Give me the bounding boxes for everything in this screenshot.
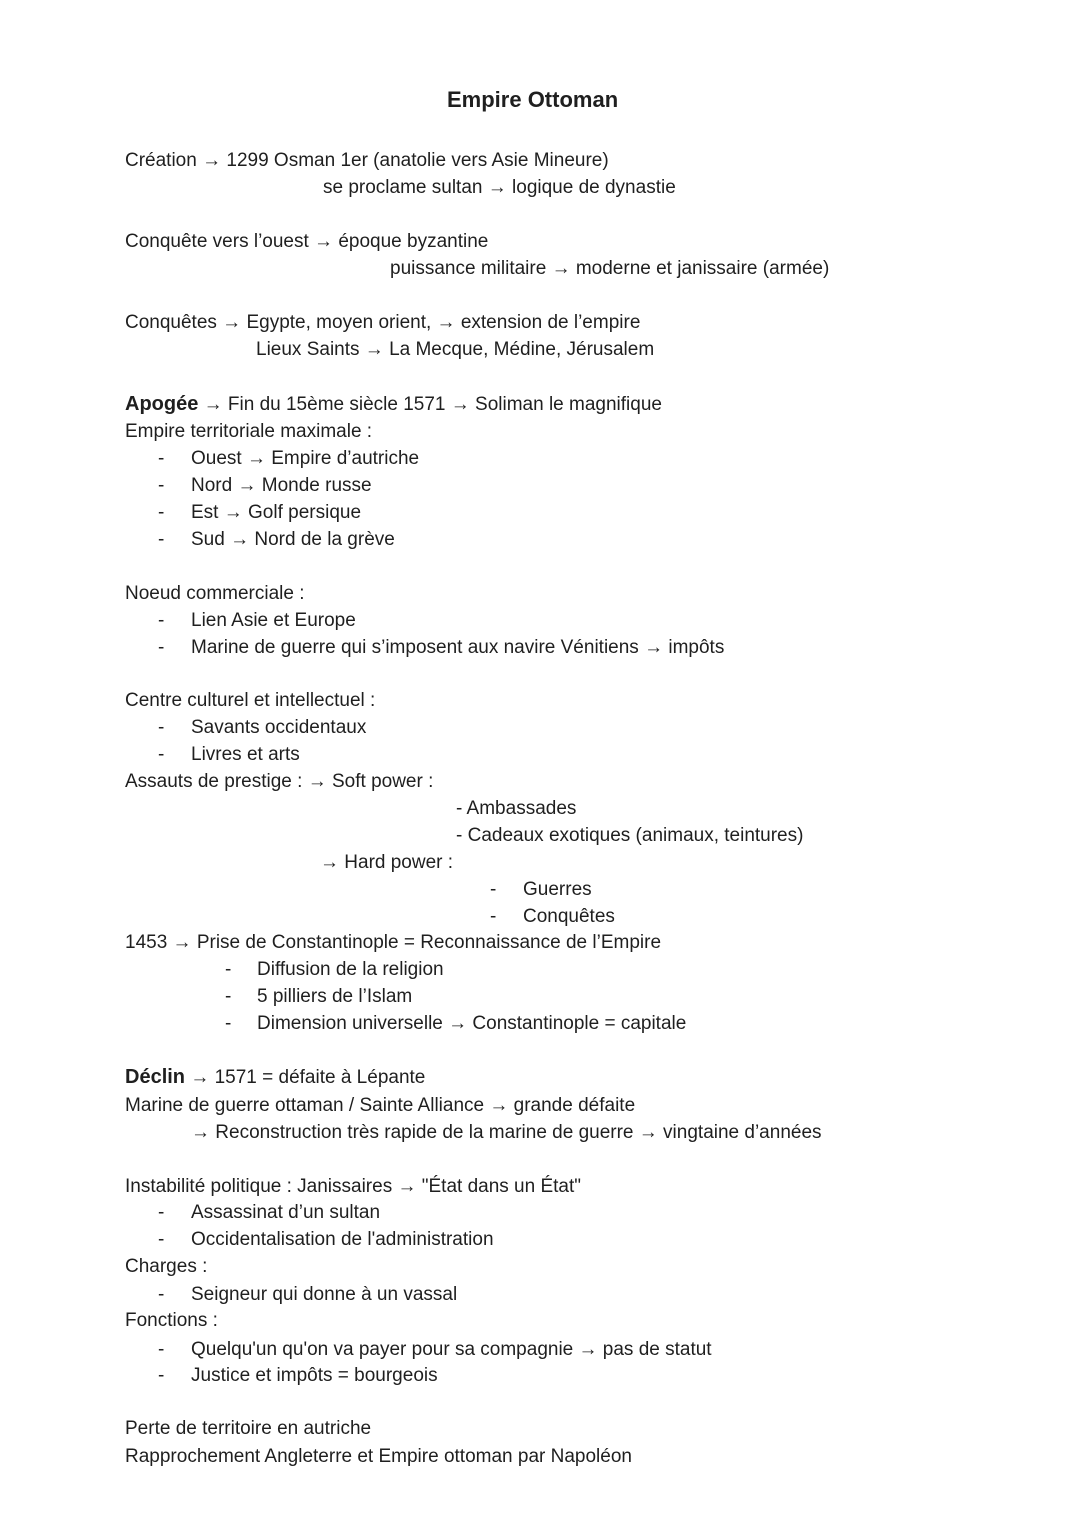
declin-detail: → 1571 = défaite à Lépante — [190, 1067, 426, 1088]
hard-power-line: → Hard power : — [320, 852, 454, 873]
conquetes-line-2: Lieux Saints → La Mecque, Médine, Jérusalem — [256, 339, 655, 360]
apogee-detail: → Fin du 15ème siècle 1571 → Soliman le magnifique — [203, 394, 662, 415]
fonctions-heading: Fonctions : — [125, 1310, 218, 1331]
list-item: Ouest → Empire d’autriche — [191, 448, 420, 469]
centre-heading: Centre culturel et intellectuel : — [125, 690, 376, 711]
list-bullet: - — [158, 744, 165, 765]
list-bullet: - — [225, 986, 232, 1007]
conquete-ouest-line-2: puissance militaire → moderne et janissaire (armée) — [390, 258, 830, 279]
list-bullet: - — [490, 906, 497, 927]
declin-line-3: → Reconstruction très rapide de la marine de guerre → vingtaine d’années — [191, 1122, 822, 1143]
list-item: Savants occidentaux — [191, 717, 367, 738]
list-bullet: - — [158, 1202, 165, 1223]
page-title: Empire Ottoman — [447, 87, 619, 112]
list-item: 5 pilliers de l’Islam — [257, 986, 413, 1007]
list-item: Assassinat d’un sultan — [191, 1202, 381, 1223]
prise-line: 1453 → Prise de Constantinople = Reconnaissance de l’Empire — [125, 932, 662, 953]
creation-line-2: se proclame sultan → logique de dynastie — [323, 177, 676, 198]
apogee-subtitle: Empire territoriale maximale : — [125, 421, 373, 442]
list-item: Est → Golf persique — [191, 502, 362, 523]
list-bullet: - — [158, 502, 165, 523]
creation-line-1: Création → 1299 Osman 1er (anatolie vers Asie Mineure) — [125, 150, 609, 171]
list-bullet: - — [158, 1365, 165, 1386]
hard-power-item: Guerres — [523, 879, 592, 900]
list-item: Livres et arts — [191, 744, 300, 765]
list-bullet: - — [158, 448, 165, 469]
list-bullet: - — [158, 1339, 165, 1360]
list-item: Sud → Nord de la grève — [191, 529, 395, 550]
list-item: Nord → Monde russe — [191, 475, 372, 496]
hard-power-item: Conquêtes — [523, 906, 615, 927]
soft-power-item: - Ambassades — [456, 798, 577, 819]
apogee-heading — [125, 393, 662, 416]
list-bullet: - — [158, 475, 165, 496]
list-bullet: - — [158, 717, 165, 738]
list-bullet: - — [158, 637, 165, 658]
apogee-label: Apogée — [125, 393, 199, 415]
conquete-ouest-line-1: Conquête vers l’ouest → époque byzantine — [125, 231, 489, 252]
fin-line-2: Rapprochement Angleterre et Empire ottoman par Napoléon — [125, 1446, 632, 1467]
instabilite-heading: Instabilité politique : Janissaires → "État dans un État" — [125, 1176, 582, 1197]
fin-line-1: Perte de territoire en autriche — [125, 1418, 372, 1439]
charges-heading: Charges : — [125, 1256, 208, 1277]
list-bullet: - — [158, 1284, 165, 1305]
list-bullet: - — [158, 529, 165, 550]
noeud-heading: Noeud commerciale : — [125, 583, 305, 604]
assauts-line: Assauts de prestige : → Soft power : — [125, 771, 434, 792]
list-bullet: - — [490, 879, 497, 900]
soft-power-item: - Cadeaux exotiques (animaux, teintures) — [456, 825, 804, 846]
list-item: Dimension universelle → Constantinople = capitale — [257, 1013, 687, 1034]
list-item: Lien Asie et Europe — [191, 610, 356, 631]
list-item: Marine de guerre qui s’imposent aux navire Vénitiens → impôts — [191, 637, 725, 658]
list-bullet: - — [158, 1229, 165, 1250]
declin-heading — [125, 1066, 425, 1089]
conquetes-line-1: Conquêtes → Egypte, moyen orient, → extension de l’empire — [125, 312, 641, 333]
list-bullet: - — [225, 959, 232, 980]
list-item: Diffusion de la religion — [257, 959, 444, 980]
list-item: Quelqu'un qu'on va payer pour sa compagnie → pas de statut — [191, 1339, 712, 1360]
list-bullet: - — [158, 610, 165, 631]
list-item: Occidentalisation de l'administration — [191, 1229, 494, 1250]
declin-line-2: Marine de guerre ottaman / Sainte Alliance → grande défaite — [125, 1095, 636, 1116]
list-item: Seigneur qui donne à un vassal — [191, 1284, 458, 1305]
declin-label: Déclin — [125, 1066, 186, 1088]
list-bullet: - — [225, 1013, 232, 1034]
list-item: Justice et impôts = bourgeois — [191, 1365, 438, 1386]
